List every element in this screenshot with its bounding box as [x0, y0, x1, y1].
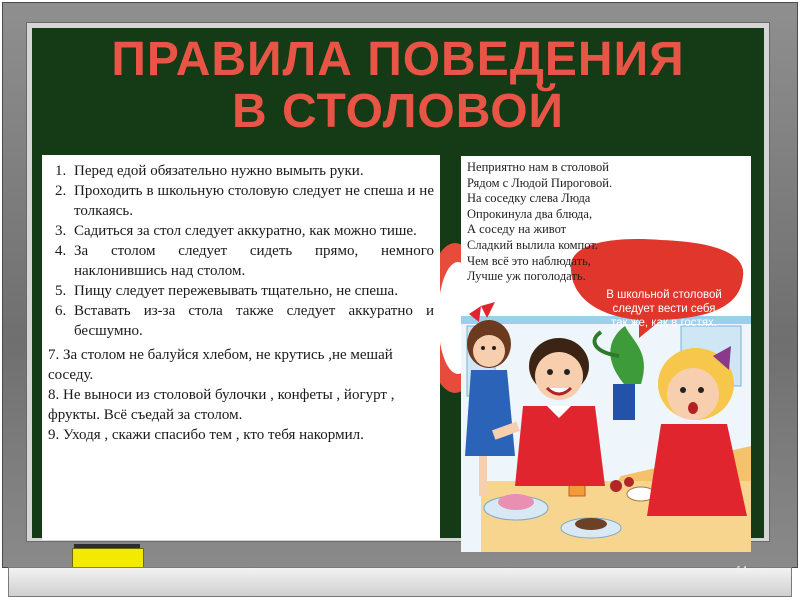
extra-rule-item: 7. За столом не балуйся хлебом, не крутись ,не мешай соседу. — [48, 347, 393, 383]
rules-panel — [42, 155, 440, 540]
speech-bubble-text — [589, 288, 739, 330]
rule-item: 4. За столом следует сидеть прямо, немного наклонившись над столом. — [70, 241, 434, 281]
rules-list — [42, 155, 440, 341]
poem-line: Сладкий вылила компот. — [467, 237, 598, 252]
extra-rule-item: 9. Уходя , скажи спасибо тем , кто тебя накормил. — [48, 427, 364, 443]
title-line-2: В СТОЛОВОЙ — [231, 85, 565, 138]
poem-line: Рядом с Людой Пироговой. — [467, 175, 613, 190]
rule-item: 1. Перед едой обязательно нужно вымыть руки. — [70, 161, 434, 181]
chalk-ledge — [8, 567, 792, 597]
bubble-line: следует вести себя — [612, 303, 716, 315]
bubble-line: так же, как в гостях. — [611, 317, 717, 329]
poem-line: А соседу на живот — [467, 222, 567, 237]
poem-line: Чем всё это наблюдать, — [467, 253, 591, 268]
extra-rule-item: 8. Не выноси из столовой булочки , конфеты , йогурт , фрукты. Всё съедай за столом. — [48, 387, 395, 423]
poem-line: Опрокинула два блюда, — [467, 206, 593, 221]
poem-block — [467, 160, 612, 285]
rule-item: 3. Садиться за стол следует аккуратно, как можно тише. — [70, 221, 434, 241]
title-line-1: ПРАВИЛА ПОВЕДЕНИЯ — [111, 33, 685, 86]
rule-item: 5. Пищу следует пережевывать тщательно, не спеша. — [70, 281, 434, 301]
slide-number: 14 — [736, 565, 748, 576]
extra-rules — [42, 341, 440, 445]
poem-line: Лучше уж поголодать. — [467, 269, 586, 284]
slide-title — [32, 34, 764, 138]
rule-item: 6. Вставать из-за стола также следует аккуратно и бесшумно. — [70, 301, 434, 341]
poem-line: Неприятно нам в столовой — [467, 160, 609, 174]
rule-item: 2. Проходить в школьную столовую следует не спеша и не толкаясь. — [70, 181, 434, 221]
bubble-line: В школьной столовой — [606, 289, 722, 301]
poem-line: На соседку слева Люда — [467, 191, 591, 206]
canteen-illustration — [461, 156, 751, 552]
